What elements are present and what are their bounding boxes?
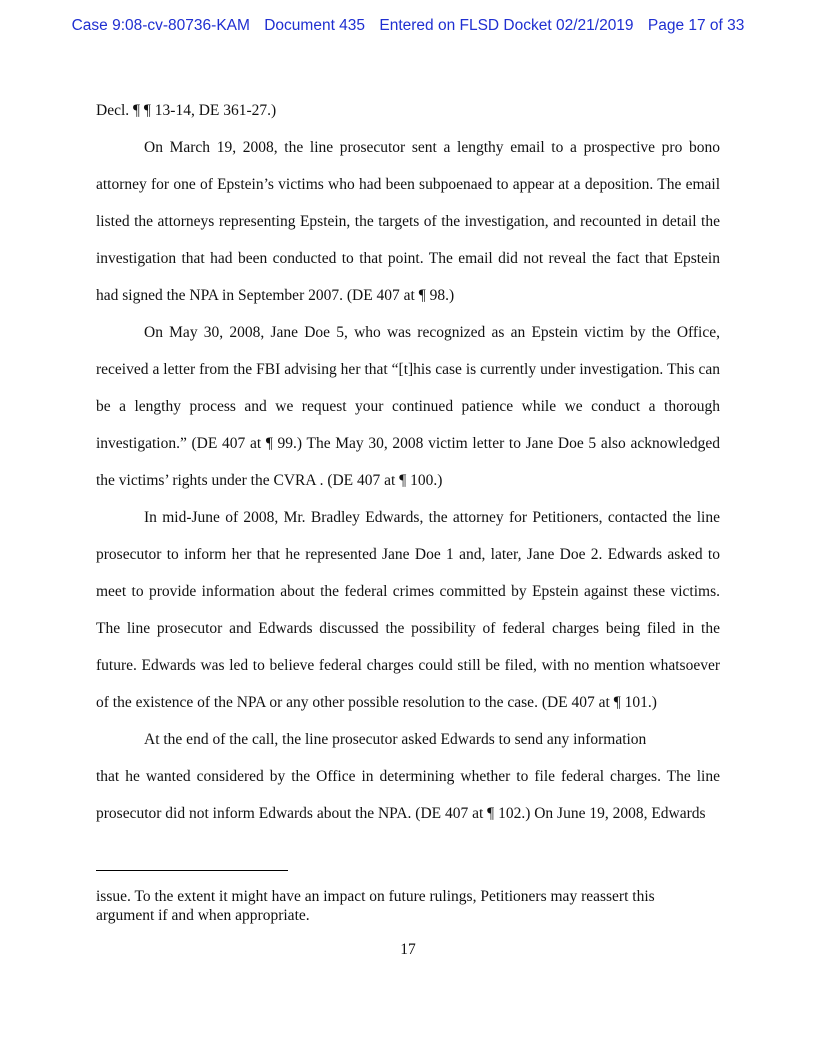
paragraph-march-email: On March 19, 2008, the line prosecutor sent a lengthy email to a prospective pro bono attorney for one of Epstein’s victims who had been subpoenaed to appear at a deposition. The email listed the attorneys representing Epstein, the targets of the investigation, and recounted in detail the investigation that had been conducted to that point. The email did not reveal the fact that Epstein had signed the NPA in September 2007. (DE 407 at ¶ 98.)	[96, 139, 720, 304]
paragraph-end-of-call-continued: that he wanted considered by the Office in determining whether to file federal charges. The line prosecutor did not inform Edwards about the NPA. (DE 407 at ¶ 102.) On June 19, 2008, Edwards	[96, 768, 720, 822]
paragraph-may-letter: On May 30, 2008, Jane Doe 5, who was recognized as an Epstein victim by the Office, received a letter from the FBI advising her that “[t]his case is currently under investigation. This can be a lengthy process and we request your continued patience while we conduct a thorough investigation.” (DE 407 at ¶ 99.) The May 30, 2008 victim letter to Jane Doe 5 also acknowledged the victims’ rights under the CVRA . (DE 407 at ¶ 100.)	[96, 324, 720, 489]
footnote-divider	[96, 870, 288, 871]
paragraph-end-of-call: At the end of the call, the line prosecutor asked Edwards to send any information	[144, 731, 647, 748]
header-entered-date: Entered on FLSD Docket 02/21/2019	[379, 17, 634, 34]
document-body	[96, 92, 720, 832]
paragraph-june-contact: In mid-June of 2008, Mr. Bradley Edwards, the attorney for Petitioners, contacted the line prosecutor to inform her that he represented Jane Doe 1 and, later, Jane Doe 2. Edwards asked to meet to provide information about the federal crimes committed by Epstein against these victims. The line prosecutor and Edwards discussed the possibility of federal charges being filed in the future. Edwards was led to believe federal charges could still be filed, with no mention whatsoever of the existence of the NPA or any other possible resolution to the case. (DE 407 at ¶ 101.)	[96, 509, 720, 711]
header-page-count: Page 17 of 33	[647, 17, 745, 34]
footnote-line-1: issue. To the extent it might have an impact on future rulings, Petitioners may reassert this	[96, 888, 655, 905]
footnote-line-2: argument if and when appropriate.	[96, 907, 310, 924]
header-document-number: Document 435	[264, 17, 366, 34]
page-number: 17	[400, 941, 416, 958]
docket-header	[0, 17, 816, 35]
paragraph-continuation: Decl. ¶ ¶ 13-14, DE 361-27.)	[96, 102, 277, 119]
footnote	[96, 887, 696, 925]
header-case-number: Case 9:08-cv-80736-KAM	[71, 17, 250, 34]
